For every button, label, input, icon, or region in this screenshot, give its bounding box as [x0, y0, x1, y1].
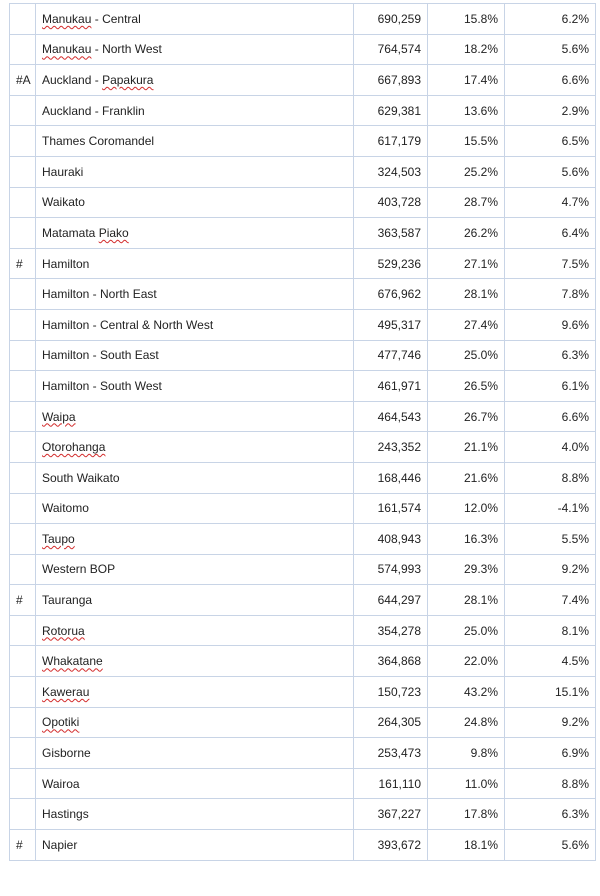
value-cell: 393,672: [354, 830, 428, 861]
table-row: [10, 738, 596, 769]
row-marker: [10, 646, 36, 677]
district-name-cell: [36, 830, 354, 861]
table-row: [10, 218, 596, 249]
district-name: South Waikato: [42, 470, 120, 485]
value-cell: 690,259: [354, 4, 428, 35]
spellcheck-flagged-word: Otorohanga: [42, 440, 106, 455]
spellcheck-flagged-word: Rotorua: [42, 623, 85, 638]
value-cell: 403,728: [354, 187, 428, 218]
table-row: [10, 524, 596, 555]
percent-cell-2: 6.9%: [505, 738, 596, 769]
percent-cell-1: 26.2%: [428, 218, 505, 249]
row-marker: [10, 34, 36, 65]
spellcheck-flagged-word: Whakatane: [42, 654, 103, 669]
table-row: [10, 401, 596, 432]
row-marker: [10, 799, 36, 830]
district-name: Waikato: [42, 195, 85, 210]
data-table: [9, 3, 596, 861]
district-name: Wairoa: [42, 776, 80, 791]
percent-cell-1: 25.0%: [428, 615, 505, 646]
value-cell: 617,179: [354, 126, 428, 157]
row-marker: #: [10, 248, 36, 279]
percent-cell-1: 43.2%: [428, 677, 505, 708]
district-name-cell: [36, 309, 354, 340]
table-row: [10, 615, 596, 646]
row-marker: [10, 677, 36, 708]
district-name-cell: [36, 126, 354, 157]
table-row: [10, 646, 596, 677]
value-cell: 477,746: [354, 340, 428, 371]
table-body: [10, 4, 596, 861]
district-name: [42, 685, 89, 699]
district-name: Matamata Piako: [42, 225, 129, 240]
district-name: [42, 410, 76, 424]
percent-cell-1: 27.4%: [428, 309, 505, 340]
percent-cell-1: 21.1%: [428, 432, 505, 463]
district-name: Western BOP: [42, 562, 116, 577]
percent-cell-2: 4.7%: [505, 187, 596, 218]
percent-cell-2: 6.6%: [505, 401, 596, 432]
row-marker: [10, 707, 36, 738]
row-marker: [10, 187, 36, 218]
value-cell: 253,473: [354, 738, 428, 769]
percent-cell-2: 6.6%: [505, 65, 596, 96]
row-marker: [10, 309, 36, 340]
row-marker: [10, 126, 36, 157]
percent-cell-1: 16.3%: [428, 524, 505, 555]
district-name: [42, 624, 85, 638]
district-name-cell: [36, 432, 354, 463]
district-name-cell: [36, 4, 354, 35]
row-marker: [10, 340, 36, 371]
district-name-cell: [36, 187, 354, 218]
value-cell: 243,352: [354, 432, 428, 463]
value-cell: 644,297: [354, 585, 428, 616]
row-marker: #: [10, 585, 36, 616]
district-name: Hamilton - North East: [42, 287, 157, 302]
percent-cell-2: 5.6%: [505, 34, 596, 65]
district-name: Gisborne: [42, 746, 91, 761]
percent-cell-2: 15.1%: [505, 677, 596, 708]
district-name-cell: [36, 677, 354, 708]
table-row: [10, 462, 596, 493]
spellcheck-flagged-word: Manukau: [42, 11, 92, 26]
district-name-cell: [36, 156, 354, 187]
table-row: [10, 799, 596, 830]
table-row: [10, 248, 596, 279]
percent-cell-2: 6.3%: [505, 340, 596, 371]
district-name-cell: [36, 524, 354, 555]
value-cell: 324,503: [354, 156, 428, 187]
percent-cell-1: 9.8%: [428, 738, 505, 769]
district-name-cell: [36, 279, 354, 310]
table-row: [10, 493, 596, 524]
row-marker: [10, 738, 36, 769]
value-cell: 464,543: [354, 401, 428, 432]
percent-cell-1: 26.7%: [428, 401, 505, 432]
district-name: Waitomo: [42, 501, 89, 516]
district-name: [42, 532, 75, 546]
percent-cell-1: 17.8%: [428, 799, 505, 830]
percent-cell-1: 12.0%: [428, 493, 505, 524]
district-name-cell: [36, 554, 354, 585]
value-cell: 461,971: [354, 371, 428, 402]
percent-cell-1: 28.1%: [428, 585, 505, 616]
district-name: [42, 715, 79, 729]
district-name: Hamilton - Central & North West: [42, 317, 214, 332]
row-marker: [10, 462, 36, 493]
percent-cell-1: 29.3%: [428, 554, 505, 585]
spellcheck-flagged-word: Taupo: [42, 531, 75, 546]
table-row: [10, 65, 596, 96]
row-marker: [10, 371, 36, 402]
district-name-cell: [36, 738, 354, 769]
district-name: Thames Coromandel: [42, 134, 155, 149]
table-row: [10, 677, 596, 708]
percent-cell-1: 26.5%: [428, 371, 505, 402]
district-name-cell: [36, 218, 354, 249]
district-name: Tauranga: [42, 593, 93, 608]
district-name-cell: [36, 768, 354, 799]
spellcheck-flagged-word: Kawerau: [42, 684, 90, 699]
percent-cell-2: 5.6%: [505, 830, 596, 861]
percent-cell-2: 9.2%: [505, 554, 596, 585]
value-cell: 629,381: [354, 95, 428, 126]
percent-cell-2: -4.1%: [505, 493, 596, 524]
district-name-cell: [36, 585, 354, 616]
district-name-cell: [36, 248, 354, 279]
percent-cell-1: 11.0%: [428, 768, 505, 799]
table-row: [10, 371, 596, 402]
percent-cell-1: 18.2%: [428, 34, 505, 65]
value-cell: 667,893: [354, 65, 428, 96]
table-row: [10, 187, 596, 218]
table-row: [10, 554, 596, 585]
district-name: Auckland - Papakura: [42, 72, 154, 87]
percent-cell-1: 27.1%: [428, 248, 505, 279]
spellcheck-flagged-word: Waipa: [42, 409, 76, 424]
district-name-cell: [36, 401, 354, 432]
table-row: [10, 4, 596, 35]
percent-cell-2: 6.3%: [505, 799, 596, 830]
table-row: [10, 279, 596, 310]
district-name: Auckland - Franklin: [42, 103, 145, 118]
row-marker: [10, 615, 36, 646]
percent-cell-2: 9.2%: [505, 707, 596, 738]
percent-cell-2: 5.5%: [505, 524, 596, 555]
row-marker: [10, 768, 36, 799]
value-cell: 574,993: [354, 554, 428, 585]
district-name-cell: [36, 799, 354, 830]
row-marker: [10, 95, 36, 126]
district-name-cell: [36, 493, 354, 524]
percent-cell-2: 7.8%: [505, 279, 596, 310]
value-cell: 161,574: [354, 493, 428, 524]
percent-cell-2: 6.1%: [505, 371, 596, 402]
row-marker: [10, 524, 36, 555]
percent-cell-2: 9.6%: [505, 309, 596, 340]
district-name: Manukau - Central: [42, 11, 141, 26]
district-name: Manukau - North West: [42, 42, 162, 57]
percent-cell-2: 4.5%: [505, 646, 596, 677]
district-name: [42, 440, 105, 454]
spellcheck-flagged-word: Papakura: [102, 72, 154, 87]
value-cell: 354,278: [354, 615, 428, 646]
district-name: Hauraki: [42, 164, 84, 179]
percent-cell-2: 7.4%: [505, 585, 596, 616]
row-marker: [10, 156, 36, 187]
district-name-cell: [36, 340, 354, 371]
district-name-cell: [36, 646, 354, 677]
row-marker: [10, 4, 36, 35]
percent-cell-1: 17.4%: [428, 65, 505, 96]
table-row: [10, 432, 596, 463]
percent-cell-2: 6.5%: [505, 126, 596, 157]
row-marker: [10, 493, 36, 524]
percent-cell-1: 21.6%: [428, 462, 505, 493]
table-row: [10, 309, 596, 340]
value-cell: 764,574: [354, 34, 428, 65]
table-row: [10, 95, 596, 126]
value-cell: 529,236: [354, 248, 428, 279]
district-name-cell: [36, 371, 354, 402]
row-marker: [10, 554, 36, 585]
percent-cell-2: 8.8%: [505, 768, 596, 799]
table-row: [10, 156, 596, 187]
percent-cell-2: 8.1%: [505, 615, 596, 646]
value-cell: 676,962: [354, 279, 428, 310]
percent-cell-1: 28.7%: [428, 187, 505, 218]
spellcheck-flagged-word: Manukau: [42, 42, 92, 57]
district-name: Napier: [42, 837, 78, 852]
percent-cell-1: 24.8%: [428, 707, 505, 738]
percent-cell-2: 2.9%: [505, 95, 596, 126]
table-row: [10, 340, 596, 371]
value-cell: 364,868: [354, 646, 428, 677]
district-name-cell: [36, 462, 354, 493]
table-row: [10, 126, 596, 157]
district-name-cell: [36, 65, 354, 96]
value-cell: 161,110: [354, 768, 428, 799]
percent-cell-1: 15.5%: [428, 126, 505, 157]
percent-cell-1: 28.1%: [428, 279, 505, 310]
district-name: Hastings: [42, 807, 89, 822]
value-cell: 367,227: [354, 799, 428, 830]
percent-cell-1: 22.0%: [428, 646, 505, 677]
percent-cell-1: 25.2%: [428, 156, 505, 187]
district-name: Hamilton - South East: [42, 348, 159, 363]
district-name-cell: [36, 95, 354, 126]
table-row: [10, 585, 596, 616]
percent-cell-2: 7.5%: [505, 248, 596, 279]
row-marker: [10, 432, 36, 463]
value-cell: 168,446: [354, 462, 428, 493]
spellcheck-flagged-word: Opotiki: [42, 715, 80, 730]
value-cell: 150,723: [354, 677, 428, 708]
percent-cell-1: 13.6%: [428, 95, 505, 126]
district-name-cell: [36, 34, 354, 65]
spellcheck-flagged-word: Piako: [98, 225, 129, 240]
row-marker: #: [10, 830, 36, 861]
percent-cell-2: 6.4%: [505, 218, 596, 249]
percent-cell-2: 8.8%: [505, 462, 596, 493]
value-cell: 264,305: [354, 707, 428, 738]
value-cell: 363,587: [354, 218, 428, 249]
district-name: [42, 654, 103, 668]
table-row: [10, 34, 596, 65]
row-marker: [10, 401, 36, 432]
row-marker: #A: [10, 65, 36, 96]
percent-cell-1: 18.1%: [428, 830, 505, 861]
district-name: Hamilton - South West: [42, 378, 162, 393]
district-name-cell: [36, 707, 354, 738]
percent-cell-1: 25.0%: [428, 340, 505, 371]
percent-cell-1: 15.8%: [428, 4, 505, 35]
value-cell: 495,317: [354, 309, 428, 340]
district-name: Hamilton: [42, 256, 90, 271]
percent-cell-2: 4.0%: [505, 432, 596, 463]
percent-cell-2: 5.6%: [505, 156, 596, 187]
value-cell: 408,943: [354, 524, 428, 555]
district-name-cell: [36, 615, 354, 646]
percent-cell-2: 6.2%: [505, 4, 596, 35]
table-row: [10, 830, 596, 861]
row-marker: [10, 279, 36, 310]
table-row: [10, 707, 596, 738]
row-marker: [10, 218, 36, 249]
table-row: [10, 768, 596, 799]
